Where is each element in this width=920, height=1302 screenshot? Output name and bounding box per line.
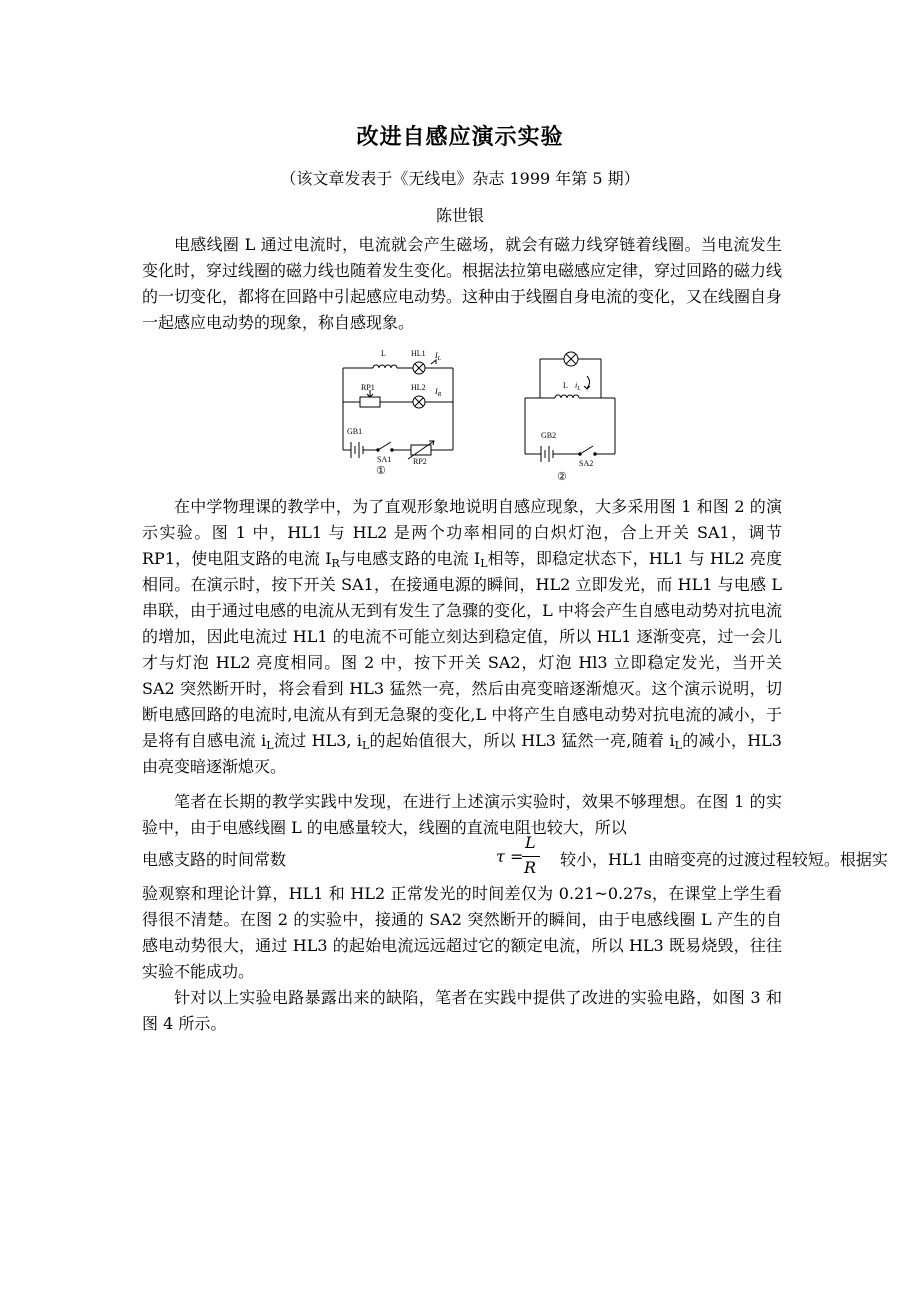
label-iL: $i_L$ [575,381,581,392]
label-RP2: RP2 [413,457,427,466]
label-IL: $I_L$ [435,351,442,362]
inductor-L-symbol [373,365,397,368]
resistor-RP1-symbol [360,397,380,407]
switch-SA2-symbol [580,446,593,454]
inductor-L2-symbol [555,395,579,398]
label-RP1: RP1 [361,383,375,392]
paragraph-intro: 电感线圈 L 通过电流时，电流就会产生磁场，就会有磁力线穿链着线圈。当电流发生变化时，穿过线圈的磁力线也随着发生变化。根据法拉第电磁感应定律，穿过回路的磁力线的一切变化，都将在回路中引起感应电动势。这种由于线圈自身电流的变化，又在线圈自身一起感应电动势的现象，称自感现象。 [142,235,783,332]
label-IR: $I_R$ [435,387,442,398]
formula-denominator: R [524,858,537,877]
label-SA2: SA2 [579,459,594,468]
switch-SA1-symbol [378,442,391,450]
circuit-figures [335,342,635,487]
paragraph-improvement: 针对以上实验电路暴露出来的缺陷，笔者在实践中提供了改进的实验电路，如图 3 和图 4 所示。 [142,988,782,1033]
eq-after-text: 较小，HL1 由暗变亮的过渡过程较短。根据实 [560,850,888,869]
label-L: L [381,349,386,358]
circuit-diagram-2 [525,352,615,462]
label-GB2: GB2 [541,431,557,440]
label-HL1: HL1 [411,349,426,358]
author-name: 陈世银 [435,206,484,225]
article-title: 改进自感应演示实验 [356,125,564,150]
figure-number-2: ② [557,471,567,483]
publication-note: （该文章发表于《无线电》杂志 1999 年第 5 期） [280,169,640,188]
paragraph-problem: 笔者在长期的教学实践中发现，在进行上述演示实验时，效果不够理想。在图 1 的实验中，由于电感线圈 L 的电感量较大，线圈的直流电阻也较大，所以 [142,792,782,837]
time-constant-formula [496,835,548,879]
paragraph-problem-continued: 验观察和理论计算，HL1 和 HL2 正常发光的时间差仅为 0.21~0.27s，在课堂上学生看得很不清楚。在图 2 的实验中，接通的 SA2 突然断开的瞬间，由于电感线圈 L 产生的自感电动势很大，通过 HL3 的起始电流远远超过它的额定电流，所以 HL3 既易烧毁，往往实验不能成功。 [142,884,782,981]
eq-before-text: 电感支路的时间常数 [142,850,287,869]
label-L2: L [563,381,568,390]
figure-number-1: ① [376,465,386,477]
time-constant-line [142,833,888,879]
formula-tau: τ = [496,847,524,866]
paragraph-demonstration: 在中学物理课的教学中，为了直观形象地说明自感应现象，大多采用图 1 和图 2 的演示实验。图 1 中，HL1 与 HL2 是两个功率相同的白炽灯泡，合上开关 SA1，调节 RP1，使电阻支路的电流 $I_R$与电感支路的电流 $I_L$相等，即稳定状态下，HL1 与 HL2 亮度相同。在演示时，按下开关 SA1，在接通电源的瞬间，HL2 立即发光，而 HL1 与电感 L 串联，由于通过电感的电流从无到有发生了急骤的变化，L 中将会产生自感电动势对抗电流的增加，因此电流过 HL1 的电流不可能立刻达到稳定值，所以 HL1 逐渐变亮，过一会儿才与灯泡 HL2 亮度相同。图 2 中，按下开关 SA2，灯泡 Hl3 立即稳定发光，当开关 SA2 突然断开时，将会看到 HL3 猛然一亮，然后由亮变暗逐渐熄灭。这个演示说明，切断电感回路的电流时,电流从有到无急聚的变化,L 中将产生自感电动势对抗电流的减小，于是将有自感电流 $i_L$流过 HL3, $i_L$的起始值很大，所以 HL3 猛然一亮,随着 $i_L$的减小，HL3 由亮变暗逐渐熄灭。 [142,497,782,776]
circuit-diagram-1 [343,360,453,459]
fraction-bar [522,856,540,857]
label-GB1: GB1 [347,427,363,436]
label-HL2: HL2 [411,383,426,392]
label-SA1: SA1 [377,455,392,464]
formula-numerator: L [525,833,536,852]
